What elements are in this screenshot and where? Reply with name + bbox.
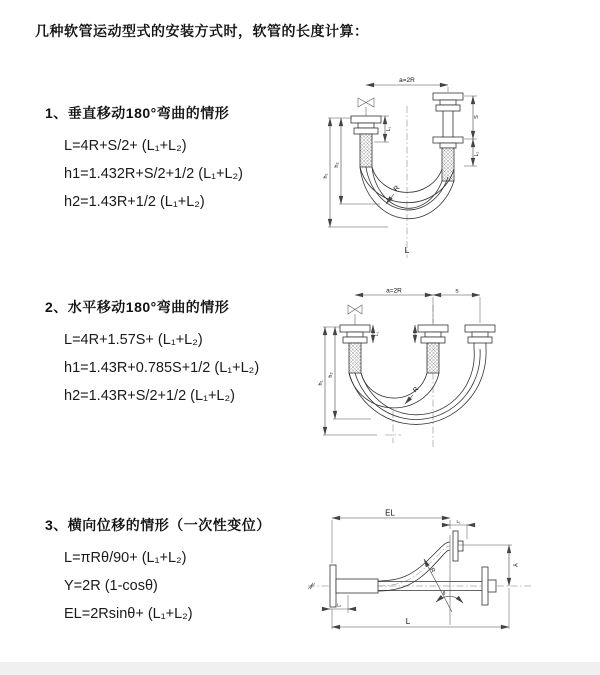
- formula-h2: h2=1.43R+S/2+1/2 (L₁+L₂): [64, 388, 235, 404]
- section-3-heading: 3、横向位移的情形（一次性变位）: [45, 517, 271, 533]
- u-bend-hose: [349, 349, 486, 424]
- section-3: [45, 515, 320, 628]
- left-hose-fitting: [340, 325, 370, 373]
- dim-h-inner-label: h₂: [334, 162, 340, 168]
- page-bottom-margin: [0, 662, 600, 675]
- formula-l: L=πRθ/90+ (L₁+L₂): [64, 550, 187, 566]
- section-1-heading: 1、垂直移动180°弯曲的情形: [45, 105, 230, 121]
- braided-hose-section: [360, 134, 372, 167]
- radius-label: R: [411, 385, 421, 395]
- dim-s-label: s: [455, 287, 459, 295]
- valve-icon: [348, 305, 362, 325]
- dim-a2r-label: a=2R: [399, 77, 415, 84]
- radius-line: [424, 559, 452, 612]
- dim-s-label: S: [474, 115, 480, 119]
- dim-h-inner-label: h₂: [328, 372, 334, 378]
- formula-h1: h1=1.43R+0.785S+1/2 (L₁+L₂): [64, 360, 260, 376]
- dim-l1-label: L₁: [456, 519, 461, 524]
- section-1: [45, 103, 320, 216]
- formula-l: L=4R+1.57S+ (L₁+L₂): [64, 332, 203, 348]
- dim-l1-label: L₁: [386, 126, 392, 132]
- dim-h-outer-label: h₁: [323, 173, 329, 179]
- s-curve-hose: [378, 542, 450, 591]
- dim-l-label: L: [405, 617, 411, 626]
- diagram-horizontal-180-bend: [311, 283, 561, 461]
- radius-label: R: [428, 567, 436, 574]
- diagram-2-svg: [311, 283, 561, 461]
- formula-h2: h2=1.43R+1/2 (L₁+L₂): [64, 194, 205, 210]
- valve-icon: [358, 98, 374, 116]
- dim-a2r-label: a=2R: [386, 287, 402, 295]
- right-flange: [482, 567, 496, 605]
- left-hose-fitting: [351, 116, 381, 167]
- dim-y-label: Y: [511, 562, 518, 568]
- right-hose-fitting: [433, 93, 463, 181]
- angle-arc: [436, 596, 463, 603]
- dim-el-label: EL: [385, 508, 395, 518]
- diagram-vertical-180-bend: [308, 70, 540, 262]
- dim-l2-label: L₂: [474, 151, 480, 157]
- formula-y: Y=2R (1-cosθ): [64, 578, 158, 594]
- dim-l2-label: L₂: [336, 602, 342, 608]
- dim-l1-label: L₁: [374, 331, 379, 337]
- formula-el: EL=2Rsinθ+ (L₁+L₂): [64, 606, 193, 622]
- braided-hose-section: [442, 148, 454, 181]
- angle-label: θ: [442, 591, 446, 597]
- page-title: 几种软管运动型式的安装方式时，软管的长度计算：: [35, 23, 369, 39]
- section-2: [45, 297, 320, 410]
- formula-l: L=4R+S/2+ (L₁+L₂): [64, 138, 187, 154]
- braided-hose-section: [349, 343, 361, 373]
- middle-hose-fitting: [418, 325, 448, 373]
- section-2-heading: 2、水平移动180°弯曲的情形: [45, 299, 230, 315]
- displaced-flange: [453, 531, 463, 561]
- radius-label: R: [392, 184, 402, 194]
- diagram-lateral-displacement: [300, 505, 585, 647]
- diagram-3-svg: [300, 505, 585, 647]
- diagram-1-svg: [308, 70, 540, 262]
- length-label: L: [404, 245, 410, 255]
- braided-hose-section: [427, 343, 439, 373]
- formula-h1: h1=1.432R+S/2+1/2 (L₁+L₂): [64, 166, 244, 182]
- left-flange: [330, 565, 378, 607]
- right-hose-fitting: [465, 325, 495, 349]
- dim-h-outer-label: h₁: [318, 380, 324, 386]
